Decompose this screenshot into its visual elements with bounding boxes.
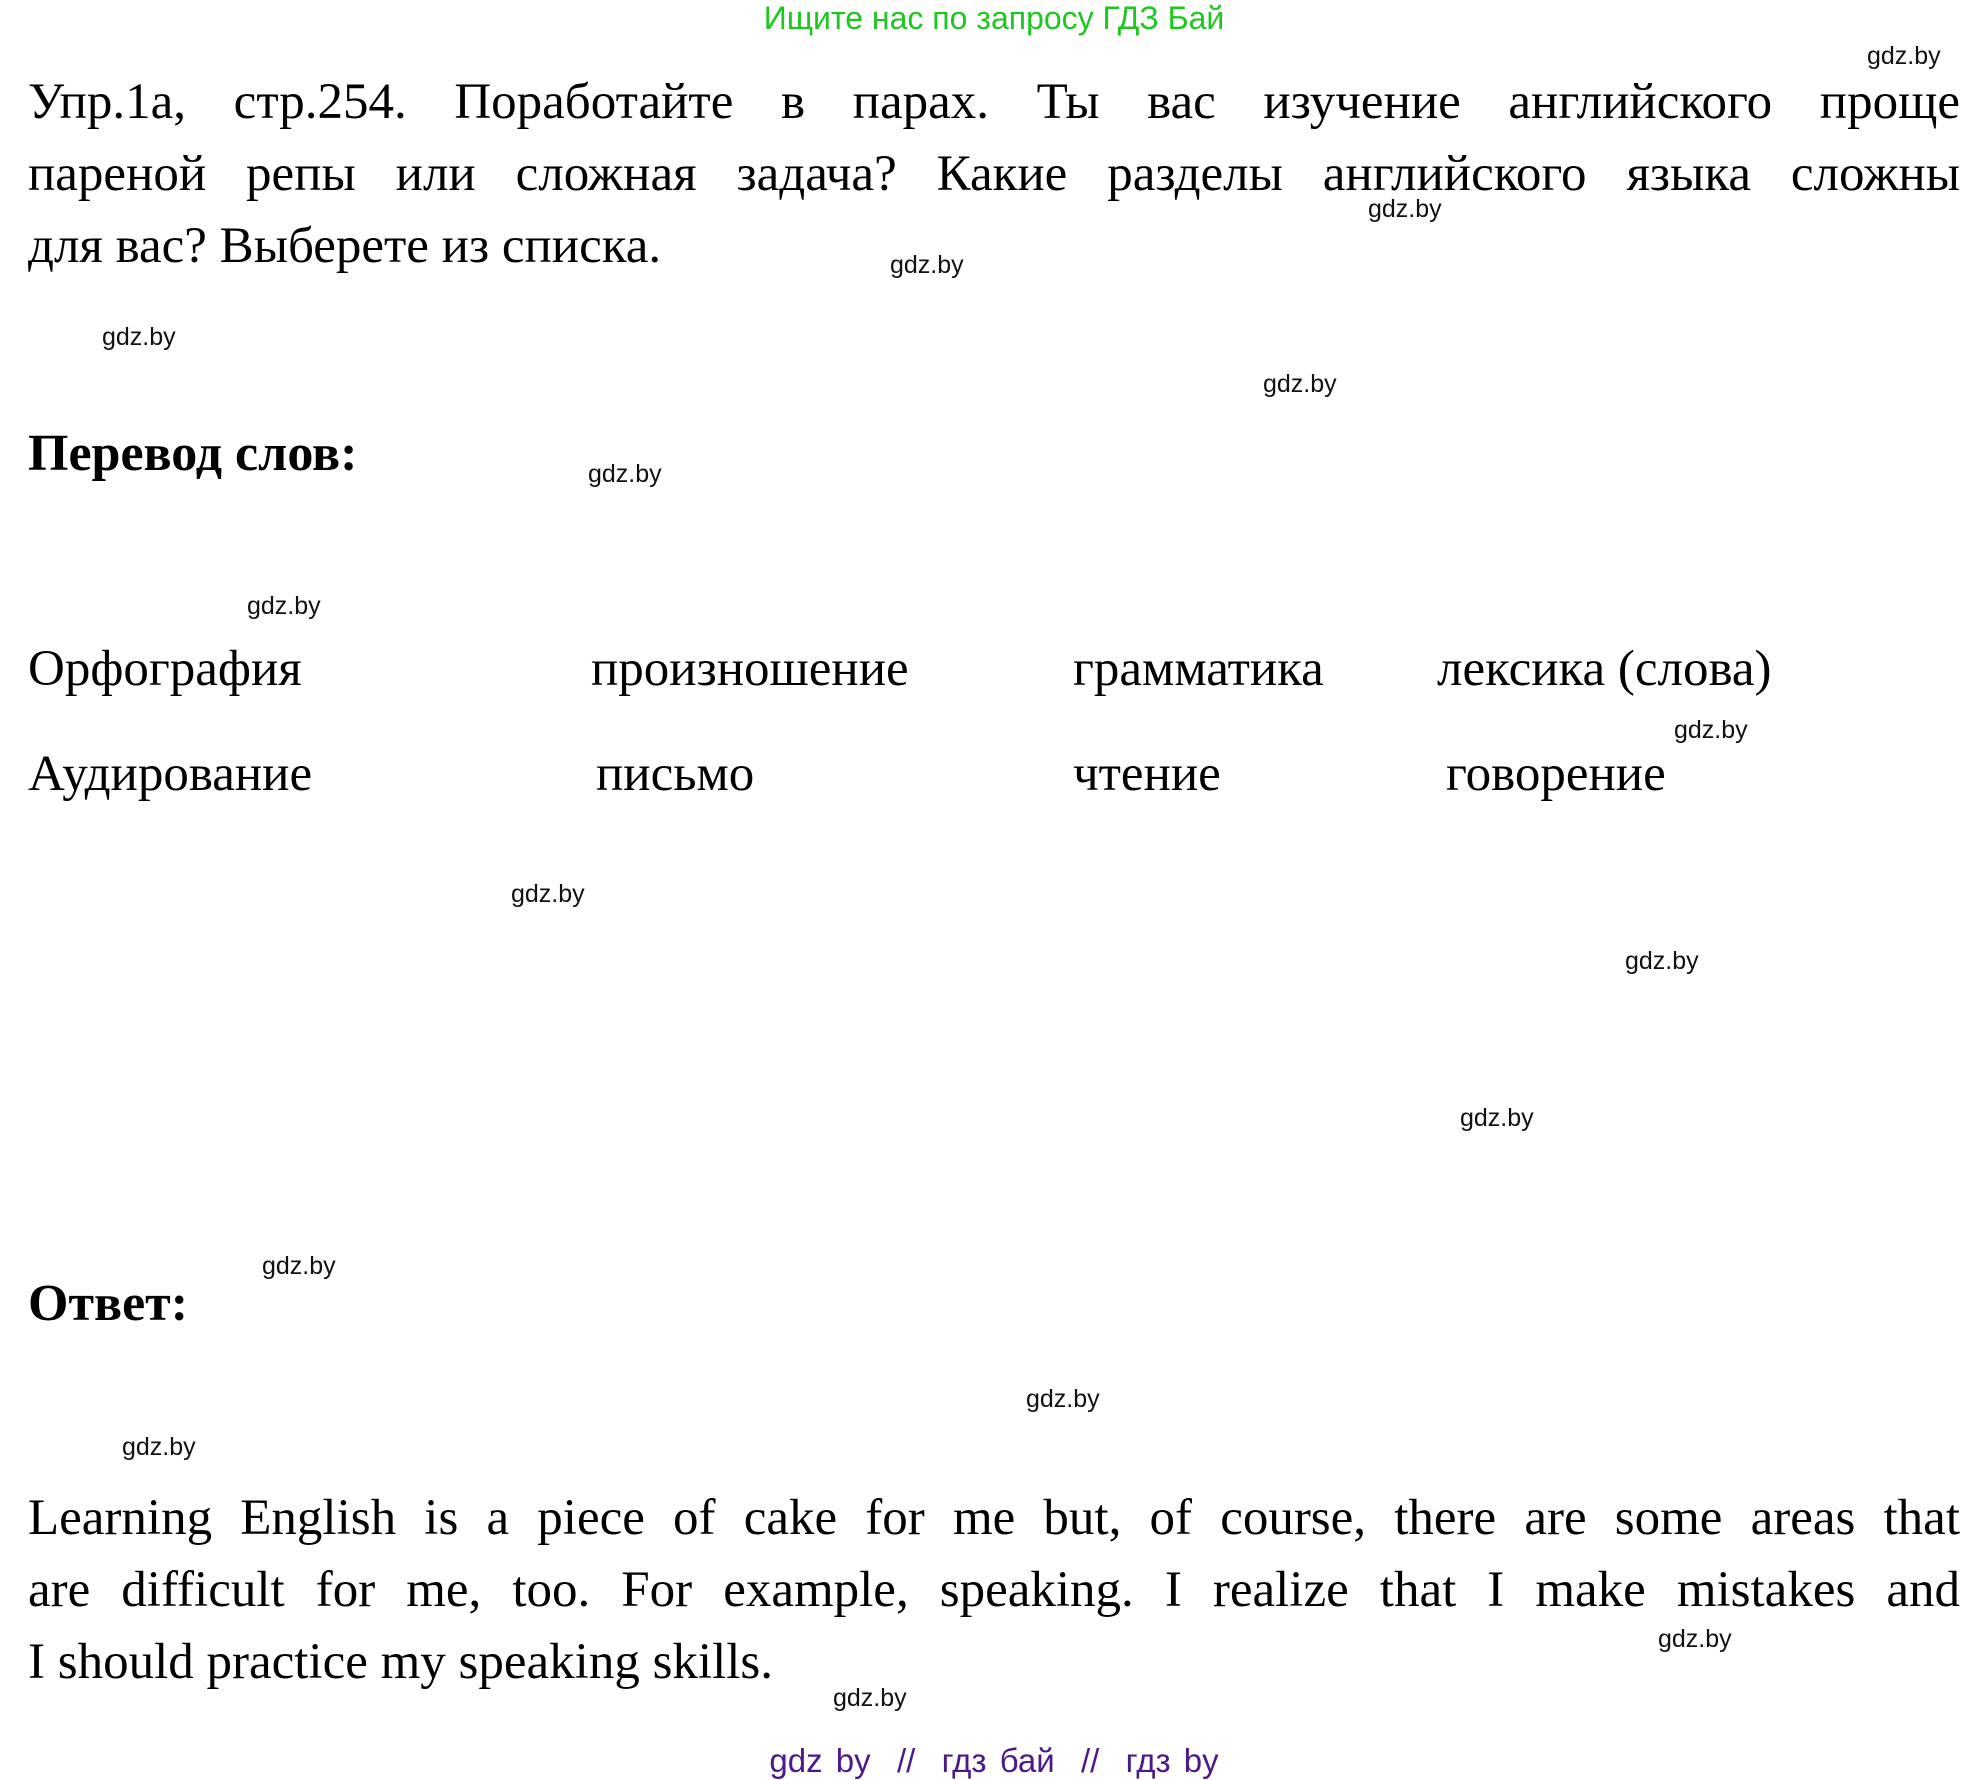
task-line: Упр.1a, стр.254. Поработайте в парах. Ты вас изучение английского проще	[28, 74, 1960, 130]
vocab-word: чтение	[1073, 746, 1221, 802]
answer-line: Learning English is a piece of cake for me but, of course, there are some areas that	[28, 1490, 1960, 1546]
answer-line: I should practice my speaking skills.	[28, 1634, 774, 1690]
watermark: gdz.by	[262, 1252, 336, 1280]
watermark: gdz.by	[1867, 42, 1941, 70]
vocab-word: грамматика	[1073, 641, 1324, 697]
watermark: gdz.by	[890, 251, 964, 279]
task-text	[28, 66, 1960, 282]
watermark: gdz.by	[122, 1433, 196, 1461]
watermark: gdz.by	[1674, 716, 1748, 744]
answer-heading: Ответ:	[28, 1275, 189, 1332]
vocab-word: произношение	[591, 641, 909, 697]
vocab-word: Орфография	[28, 641, 302, 697]
vocab-heading: Перевод слов:	[28, 425, 358, 482]
watermark: gdz.by	[1625, 947, 1699, 975]
watermark: gdz.by	[833, 1684, 907, 1712]
answer-line: are difficult for me, too. For example, speaking. I realize that I make mistakes and	[28, 1562, 1960, 1618]
watermark: gdz.by	[102, 323, 176, 351]
watermark: gdz.by	[588, 460, 662, 488]
vocab-word: лексика (слова)	[1437, 641, 1772, 697]
task-line: пареной репы или сложная задача? Какие разделы английского языка сложны	[28, 146, 1960, 202]
watermark: gdz.by	[1658, 1625, 1732, 1653]
watermark: gdz.by	[1026, 1385, 1100, 1413]
watermark: gdz.by	[1460, 1104, 1534, 1132]
watermark: gdz.by	[511, 880, 585, 908]
vocab-word: Аудирование	[28, 746, 313, 802]
vocab-word: говорение	[1446, 746, 1666, 802]
watermark: gdz.by	[1368, 195, 1442, 223]
watermark: gdz.by	[1263, 370, 1337, 398]
answer-text	[28, 1482, 1960, 1698]
search-banner: Ищите нас по запросу ГДЗ Бай	[763, 0, 1225, 36]
footer-links: gdz by // гдз бай // гдз by	[769, 1742, 1219, 1779]
task-line: для вас? Выберете из списка.	[28, 218, 662, 274]
watermark: gdz.by	[247, 592, 321, 620]
vocab-word: письмо	[596, 746, 755, 802]
